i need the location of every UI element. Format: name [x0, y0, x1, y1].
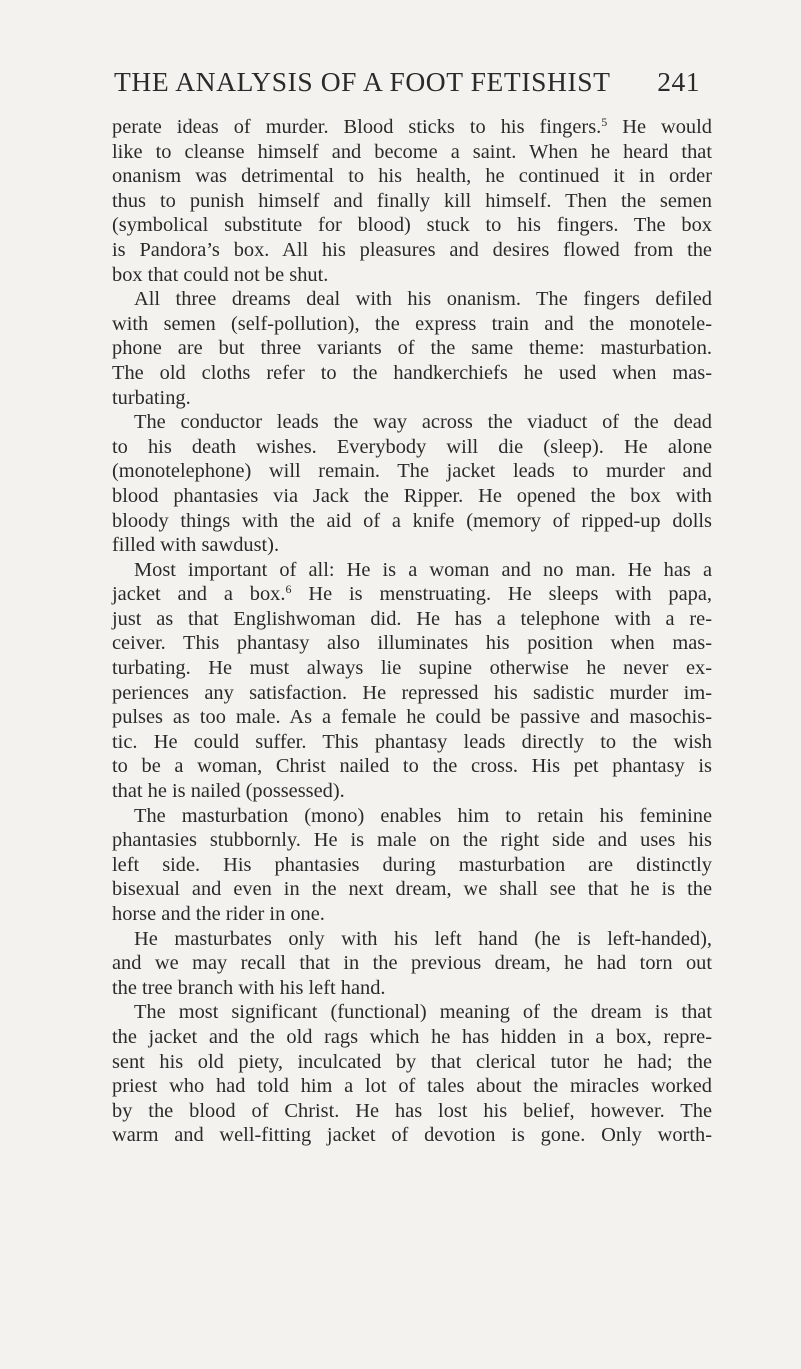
paragraph-first-line: The conductor leads the way across the viaduct of the dead [134, 411, 712, 434]
running-head-title: THE ANALYSIS OF A FOOT FETISHIST [114, 66, 611, 97]
text-line: the jacket and the old rags which he has hidden in a box, repre- [112, 1025, 712, 1048]
paragraph-first-line: The masturbation (mono) enables him to retain his feminine [134, 804, 712, 827]
text-line: to his death wishes. Everybody will die (sleep). He alone [112, 435, 712, 458]
text-line [112, 115, 712, 140]
text-line: pulses as too male. As a female he could be passive and masochis- [112, 706, 712, 729]
text-line: like to cleanse himself and become a saint. When he heard that [112, 140, 712, 163]
text-line: is Pandora’s box. All his pleasures and desires flowed from the [112, 238, 712, 261]
paragraph-first-line: He masturbates only with his left hand (he is left-handed), [134, 927, 712, 950]
text-line: turbating. He must always lie supine otherwise he never ex- [112, 657, 712, 680]
page-number: 241 [657, 66, 700, 97]
text-line: The old cloths refer to the handkerchiefs he used when mas- [112, 361, 712, 384]
text-line: periences any satisfaction. He repressed his sadistic murder im- [112, 681, 712, 704]
text-line: with semen (self-pollution), the express train and the monotele- [112, 312, 712, 335]
running-head [114, 66, 700, 106]
text-line: (monotelephone) will remain. The jacket leads to murder and [112, 460, 712, 483]
text-line: ceiver. This phantasy also illuminates his position when mas- [112, 632, 712, 655]
text-span: He would [607, 116, 712, 138]
text-line: left side. His phantasies during masturbation are distinctly [112, 853, 712, 876]
text-line: sent his old piety, inculcated by that clerical tutor he had; the [112, 1050, 712, 1073]
text-line: blood phantasies via Jack the Ripper. He opened the box with [112, 484, 712, 507]
text-line: horse and the rider in one. [112, 903, 325, 925]
paragraph-first-line: The most significant (functional) meaning of the dream is that [134, 1001, 712, 1024]
text-line: box that could not be shut. [112, 263, 329, 286]
text-line: (symbolical substitute for blood) stuck to his fingers. The box [112, 214, 712, 237]
text-line: phone are but three variants of the same theme: masturbation. [112, 337, 712, 360]
body-text [112, 115, 712, 1148]
text-line: that he is nailed (possessed). [112, 780, 345, 803]
text-line: and we may recall that in the previous dream, he had torn out [112, 952, 712, 975]
text-line: onanism was detrimental to his health, he continued it in order [112, 165, 712, 188]
text-line: phantasies stubbornly. He is male on the right side and uses his [112, 829, 712, 852]
text-line: just as that Englishwoman did. He has a telephone with a re- [112, 607, 712, 630]
paragraph-first-line: Most important of all: He is a woman and no man. He has a [134, 558, 712, 581]
footnote-marker: 5 [601, 115, 608, 129]
text-line: turbating. [112, 386, 191, 409]
text-span: perate ideas of murder. Blood sticks to his fingers. [112, 116, 602, 138]
text-line: to be a woman, Christ nailed to the cross. His pet phantasy is [112, 755, 712, 778]
text-line: warm and well-fitting jacket of devotion is gone. Only worth- [112, 1124, 712, 1147]
text-line: thus to punish himself and finally kill himself. Then the semen [112, 189, 712, 212]
text-span: jacket and a box. [112, 583, 286, 606]
text-line: filled with sawdust). [112, 534, 280, 557]
text-line: bloody things with the aid of a knife (memory of ripped-up dolls [112, 509, 712, 532]
text-line: bisexual and even in the next dream, we shall see that he is the [112, 878, 712, 901]
text-line: tic. He could suffer. This phantasy leads directly to the wish [112, 730, 712, 753]
paragraph-first-line: All three dreams deal with his onanism. The fingers defiled [134, 288, 712, 311]
text-line: the tree branch with his left hand. [112, 976, 386, 999]
text-span: He is menstruating. He sleeps with papa, [291, 583, 712, 606]
footnote-marker: 6 [285, 582, 292, 597]
text-line [112, 582, 712, 607]
text-line: priest who had told him a lot of tales about the miracles worked [112, 1075, 712, 1098]
text-line: by the blood of Christ. He has lost his belief, however. The [112, 1099, 712, 1122]
